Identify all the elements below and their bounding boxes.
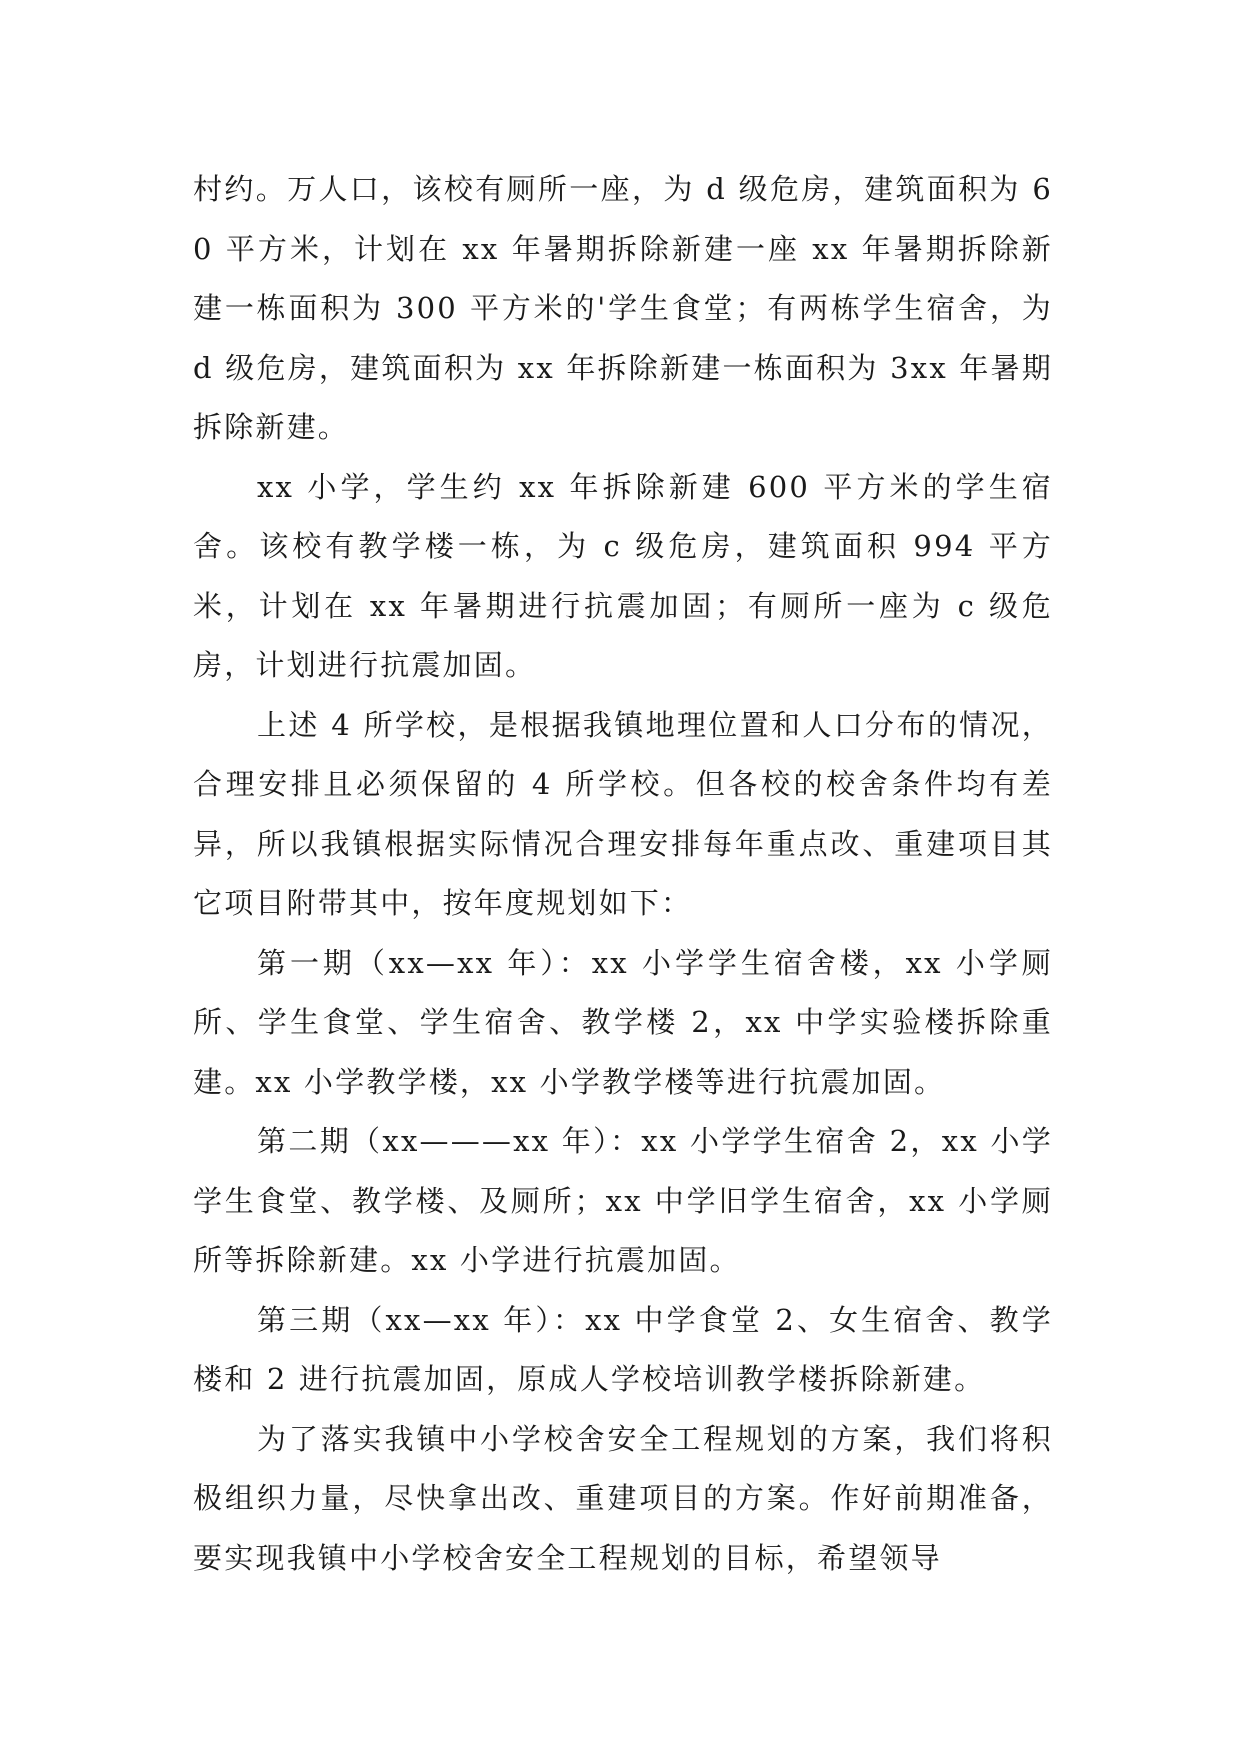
paragraph-4: 第一期（xx—xx 年）：xx 小学学生宿舍楼，xx 小学厕所、学生食堂、学生宿舍、教学楼 2，xx 中学实验楼拆除重建。xx 小学教学楼，xx 小学教学楼等进行抗震加固。 <box>193 945 1053 1099</box>
document-page <box>193 160 1053 1588</box>
paragraph-5: 第二期（xx———xx 年）：xx 小学学生宿舍 2，xx 小学学生食堂、教学楼、及厕所；xx 中学旧学生宿舍，xx 小学厕所等拆除新建。xx 小学进行抗震加固。 <box>193 1124 1053 1277</box>
paragraph-1: 村约。万人口，该校有厕所一座，为 d 级危房，建筑面积为 60 平方米，计划在 xx 年暑期拆除新建一座 xx 年暑期拆除新建一栋面积为 300 平方米的'学生食堂；有两栋学生宿舍，为 d 级危房，建筑面积为 xx 年拆除新建一栋面积为 3xx 年暑期拆除新建。 <box>193 172 1053 444</box>
paragraph-2: xx 小学，学生约 xx 年拆除新建 600 平方米的学生宿舍。该校有教学楼一栋，为 c 级危房，建筑面积 994 平方米，计划在 xx 年暑期进行抗震加固；有厕所一座为 c 级危房，计划进行抗震加固。 <box>193 469 1053 682</box>
paragraph-7: 为了落实我镇中小学校舍安全工程规划的方案，我们将积极组织力量，尽快拿出改、重建项目的方案。作好前期准备，要实现我镇中小学校舍安全工程规划的目标，希望领导 <box>193 1421 1053 1575</box>
paragraph-6: 第三期（xx—xx 年）：xx 中学食堂 2、女生宿舍、教学楼和 2 进行抗震加固，原成人学校培训教学楼拆除新建。 <box>193 1302 1053 1396</box>
paragraph-3: 上述 4 所学校，是根据我镇地理位置和人口分布的情况，合理安排且必须保留的 4 所学校。但各校的校舍条件均有差异，所以我镇根据实际情况合理安排每年重点改、重建项目其它项目附带其中，按年度规划如下： <box>193 707 1053 920</box>
